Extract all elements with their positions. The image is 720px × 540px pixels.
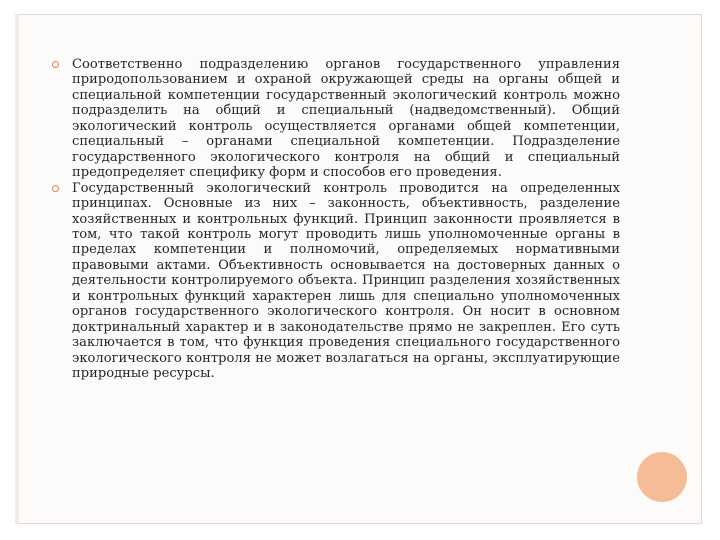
hollow-circle-bullet-icon	[52, 185, 59, 192]
paragraph-text: Государственный экологический контроль проводится на определенных принципах. Основные из них – законность, объективность, разделение хозяйственных и контрольных функций. Принцип законности проявляется в том, что такой контроль могут проводить лишь уполномоченные органы в пределах компетенции и полномочий, определяемых нормативными правовыми актами. Объективность основывается на достоверных данных о деятельности контролируемого объекта. Принцип разделения хозяйственных и контрольных функций характерен лишь для специально уполномоченных органов государственного экологического контроля. Он носит в основном доктринальный характер и в законодательстве прямо не закреплен. Его суть заключается в том, что функция проведения специального государственного экологического контроля не может возлагаться на органы, эксплуатирующие природные ресурсы.	[72, 180, 620, 382]
hollow-circle-bullet-icon	[52, 61, 59, 68]
list-item	[48, 181, 620, 382]
orange-circle-icon	[637, 452, 687, 502]
slide-edge-band	[15, 14, 19, 524]
list-item	[48, 57, 620, 181]
paragraph-text: Соответственно подразделению органов государственного управления природопользованием и охраной окружающей среды на органы общей и специальной компетенции государственный экологический контроль можно подразделить на общий и специальный (надведомственный). Общий экологический контроль осуществляется органами общей компетенции, специальный – органами специальной компетенции. Подразделение государственного экологического контроля на общий и специальный предопределяет специфику форм и способов его проведения.	[72, 57, 620, 181]
slide-content	[48, 57, 620, 382]
